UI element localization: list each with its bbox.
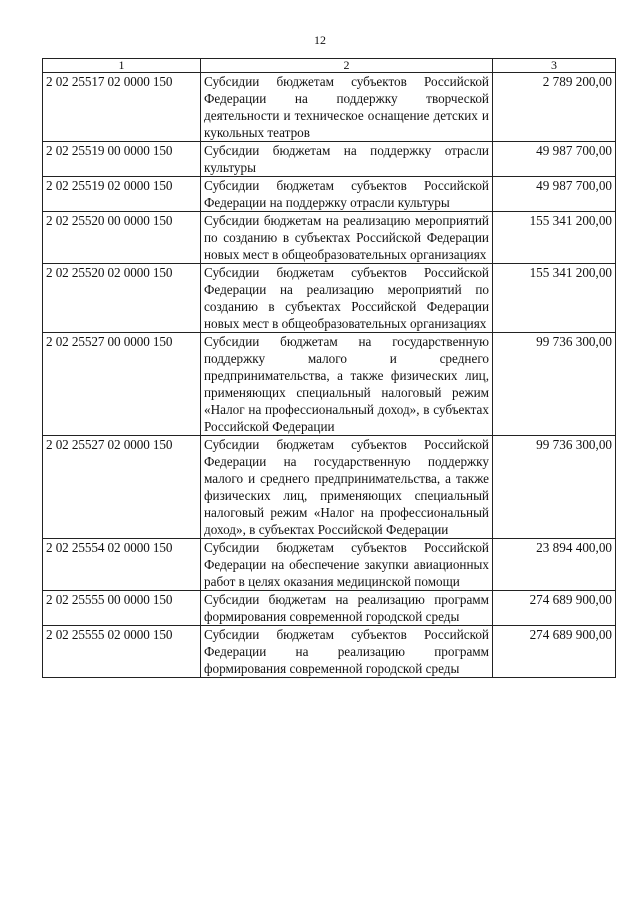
budget-description: Субсидии бюджетам субъектов Российской Федерации на государственную поддержку малого и среднего предпринимательства, а также физических лиц, применяющих специальный налоговый режим «Налог на профессиональный доход», в субъектах Российской Федерации bbox=[201, 436, 493, 539]
budget-revenue-table bbox=[42, 58, 616, 678]
budget-code: 2 02 25519 00 0000 150 bbox=[43, 142, 201, 177]
budget-amount: 99 736 300,00 bbox=[493, 436, 616, 539]
table-row bbox=[43, 626, 616, 678]
budget-code: 2 02 25554 02 0000 150 bbox=[43, 539, 201, 591]
budget-description: Субсидии бюджетам на реализацию мероприятий по созданию в субъектах Российской Федерации новых мест в общеобразовательных организациях bbox=[201, 212, 493, 264]
budget-description: Субсидии бюджетам на поддержку отрасли культуры bbox=[201, 142, 493, 177]
table-row bbox=[43, 73, 616, 142]
budget-code: 2 02 25527 00 0000 150 bbox=[43, 333, 201, 436]
table-row bbox=[43, 539, 616, 591]
budget-amount: 2 789 200,00 bbox=[493, 73, 616, 142]
budget-description: Субсидии бюджетам субъектов Российской Федерации на поддержку творческой деятельности и техническое оснащение детских и кукольных театров bbox=[201, 73, 493, 142]
column-header-2: 2 bbox=[201, 59, 493, 73]
budget-code: 2 02 25555 02 0000 150 bbox=[43, 626, 201, 678]
table-row bbox=[43, 333, 616, 436]
table-row bbox=[43, 436, 616, 539]
budget-amount: 274 689 900,00 bbox=[493, 626, 616, 678]
table-row bbox=[43, 591, 616, 626]
column-header-3: 3 bbox=[493, 59, 616, 73]
budget-code: 2 02 25519 02 0000 150 bbox=[43, 177, 201, 212]
table-row bbox=[43, 212, 616, 264]
table-row bbox=[43, 264, 616, 333]
budget-code: 2 02 25517 02 0000 150 bbox=[43, 73, 201, 142]
budget-amount: 155 341 200,00 bbox=[493, 264, 616, 333]
table-row bbox=[43, 177, 616, 212]
budget-code: 2 02 25527 02 0000 150 bbox=[43, 436, 201, 539]
budget-description: Субсидии бюджетам на государственную поддержку малого и среднего предпринимательства, а также физических лиц, применяющих специальный налоговый режим «Налог на профессиональный доход», в субъектах Российской Федерации bbox=[201, 333, 493, 436]
budget-amount: 155 341 200,00 bbox=[493, 212, 616, 264]
budget-amount: 23 894 400,00 bbox=[493, 539, 616, 591]
budget-description: Субсидии бюджетам субъектов Российской Федерации на реализацию программ формирования современной городской среды bbox=[201, 626, 493, 678]
budget-amount: 49 987 700,00 bbox=[493, 177, 616, 212]
budget-code: 2 02 25555 00 0000 150 bbox=[43, 591, 201, 626]
budget-description: Субсидии бюджетам субъектов Российской Федерации на поддержку отрасли культуры bbox=[201, 177, 493, 212]
table-header-row bbox=[43, 59, 616, 73]
budget-amount: 274 689 900,00 bbox=[493, 591, 616, 626]
budget-code: 2 02 25520 02 0000 150 bbox=[43, 264, 201, 333]
page-number: 12 bbox=[314, 33, 326, 47]
column-header-1: 1 bbox=[43, 59, 201, 73]
budget-description: Субсидии бюджетам субъектов Российской Федерации на реализацию мероприятий по созданию в субъектах Российской Федерации новых мест в общеобразовательных организациях bbox=[201, 264, 493, 333]
budget-amount: 99 736 300,00 bbox=[493, 333, 616, 436]
budget-description: Субсидии бюджетам на реализацию программ формирования современной городской среды bbox=[201, 591, 493, 626]
budget-amount: 49 987 700,00 bbox=[493, 142, 616, 177]
table-row bbox=[43, 142, 616, 177]
budget-code: 2 02 25520 00 0000 150 bbox=[43, 212, 201, 264]
budget-description: Субсидии бюджетам субъектов Российской Федерации на обеспечение закупки авиационных работ в целях оказания медицинской помощи bbox=[201, 539, 493, 591]
